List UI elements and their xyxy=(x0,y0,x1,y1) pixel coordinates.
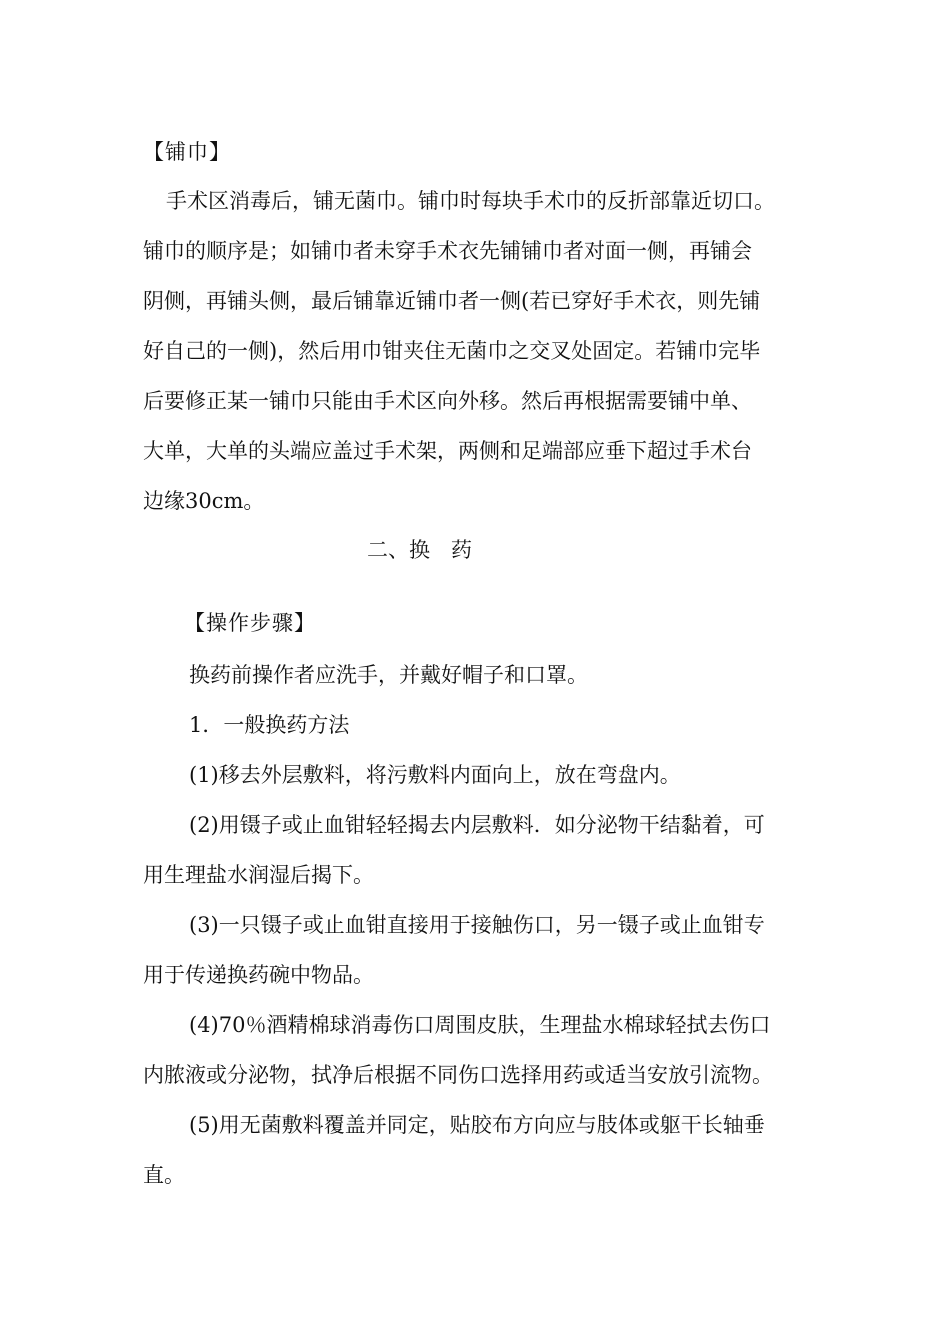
step-line: (1)移去外层敷料，将污敷料内面向上，放在弯盘内。 xyxy=(189,763,681,787)
paragraph-line: 手术区消毒后，铺无菌巾。铺巾时每块手术巾的反折部靠近切口。 xyxy=(166,189,775,213)
paragraph-line: 后要修正某一铺巾只能由手术区向外移。然后再根据需要铺中单、 xyxy=(143,389,752,413)
paragraph-line: 铺巾的顺序是；如铺巾者未穿手术衣先铺铺巾者对面一侧，再铺会 xyxy=(143,239,752,263)
step-line: (3)一只镊子或止血钳直接用于接触伤口，另一镊子或止血钳专 xyxy=(189,913,765,937)
step-line: 直。 xyxy=(143,1163,185,1187)
method-title: 1．一般换药方法 xyxy=(189,713,350,737)
step-line: 用于传递换药碗中物品。 xyxy=(143,963,374,987)
paragraph-line: 大单，大单的头端应盖过手术架，两侧和足端部应垂下超过手术台 xyxy=(143,439,752,463)
section-title-dressing-change: 二、换 药 xyxy=(367,538,472,562)
step-line: (5)用无菌敷料覆盖并同定，贴胶布方向应与肢体或躯干长轴垂 xyxy=(189,1113,765,1137)
step-line: 用生理盐水润湿后揭下。 xyxy=(143,863,374,887)
paragraph-line: 阴侧，再铺头侧，最后铺靠近铺巾者一侧(若已穿好手术衣，则先铺 xyxy=(143,289,761,313)
intro-line: 换药前操作者应洗手，并戴好帽子和口罩。 xyxy=(189,663,588,687)
paragraph-line: 好自己的一侧)，然后用巾钳夹住无菌巾之交叉处固定。若铺巾完毕 xyxy=(143,339,761,363)
subheading-procedure-steps: 【操作步骤】 xyxy=(184,611,316,635)
step-line: (2)用镊子或止血钳轻轻揭去内层敷料．如分泌物干结黏着，可 xyxy=(189,813,765,837)
step-line: (4)70％酒精棉球消毒伤口周围皮肤，生理盐水棉球轻拭去伤口 xyxy=(189,1013,771,1037)
step-line: 内脓液或分泌物，拭净后根据不同伤口选择用药或适当安放引流物。 xyxy=(143,1063,773,1087)
section-heading-drape: 【铺巾】 xyxy=(143,140,231,164)
paragraph-line: 边缘30cm。 xyxy=(143,489,265,513)
